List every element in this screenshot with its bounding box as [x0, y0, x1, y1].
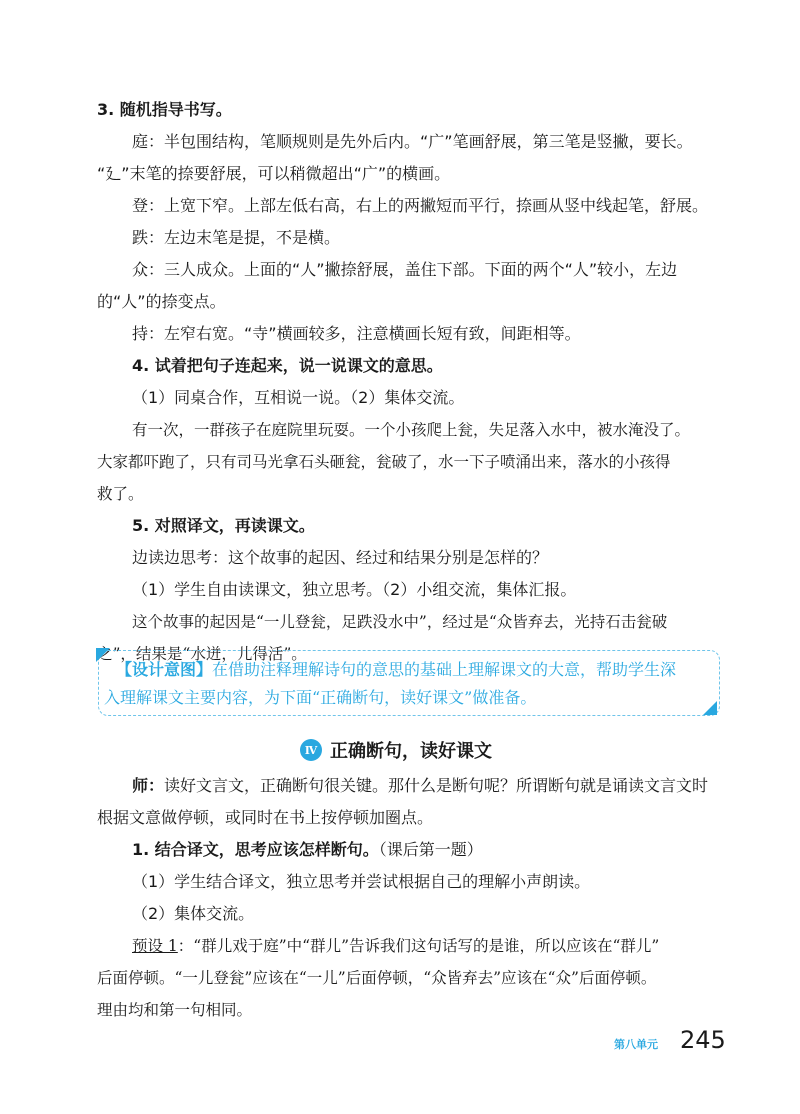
section-5-answer-1: 这个故事的起因是“一儿登瓮，足跌没水中”，经过是“众皆弃去，光持石击瓮破 — [132, 613, 668, 631]
ting-line-1: 庭：半包围结构，笔顺规则是先外后内。“广”笔画舒展，第三笔是竖撇，要长。 — [132, 132, 693, 151]
zhong-line-2: 的“人”的捺变点。 — [97, 292, 226, 311]
preset-line-2: 后面停顿。“一儿登瓮”应该在“一儿”后面停顿，“众皆弃去”应该在“众”后面停顿。 — [97, 969, 657, 987]
preset-label: 预设 1 — [132, 937, 178, 955]
section-4-answer-2: 大家都吓跑了，只有司马光拿石头砸瓮，瓮破了，水一下子喷涌出来，落水的小孩得 — [97, 453, 671, 471]
design-intent-text-1: 在借助注释理解诗句的意思的基础上理解课文的大意，帮助学生深 — [212, 660, 677, 679]
design-intent-line-1 — [116, 660, 676, 680]
section-4-answer-3: 救了。 — [97, 485, 144, 503]
section-iv-header — [300, 738, 492, 762]
step-1-substep-2: （2）集体交流。 — [132, 904, 255, 923]
teacher-label: 师： — [132, 776, 165, 795]
die-line: 跌：左边末笔是提，不是横。 — [132, 228, 341, 247]
box-corner-decoration — [96, 648, 110, 662]
section-3-heading: 3. 随机指导书写。 — [97, 100, 232, 119]
zhong-line-1: 众：三人成众。上面的“人”撇捺舒展，盖住下部。下面的两个“人”较小，左边 — [132, 260, 678, 279]
section-5-question: 边读边思考：这个故事的起因、经过和结果分别是怎样的？ — [132, 548, 549, 567]
teacher-line-1 — [132, 776, 720, 796]
preset-line-3: 理由均和第一句相同。 — [97, 1001, 253, 1019]
step-1-heading — [132, 840, 720, 860]
section-4-heading: 4. 试着把句子连起来，说一说课文的意思。 — [132, 356, 443, 375]
section-5-answer-2: 之”，结果是“水迸，儿得活”。 — [97, 645, 307, 663]
ting-line-2: “廴”末笔的捺要舒展，可以稍微超出“广”的横画。 — [97, 164, 451, 183]
step-1-substep-1: （1）学生结合译文，独立思考并尝试根据自己的理解小声朗读。 — [132, 872, 591, 891]
teacher-text-1: 读好文言文，正确断句很关键。那什么是断句呢？所谓断句就是诵读文言文时 — [164, 776, 709, 795]
section-4-answer-1: 有一次，一群孩子在庭院里玩耍。一个小孩爬上瓮，失足落入水中，被水淹没了。 — [132, 421, 691, 439]
section-numeral-badge: Ⅳ — [300, 739, 322, 761]
section-5-heading: 5. 对照译文，再读课文。 — [132, 516, 315, 535]
chi-line: 持：左窄右宽。“寺”横画较多，注意横画长短有致，间距相等。 — [132, 324, 581, 343]
section-4-steps: （1）同桌合作，互相说一说。（2）集体交流。 — [132, 388, 465, 407]
deng-line: 登：上宽下窄。上部左低右高，右上的两撇短而平行，捺画从竖中线起笔，舒展。 — [132, 196, 709, 215]
section-title: 正确断句，读好课文 — [330, 741, 492, 762]
step-1-note: （课后第一题） — [378, 840, 483, 859]
teacher-line-2: 根据文意做停顿，或同时在书上按停顿加圈点。 — [97, 808, 434, 827]
preset-line-1 — [132, 936, 720, 956]
page-number: 245 — [680, 1026, 726, 1054]
box-corner-decoration — [703, 701, 717, 715]
design-intent-label: 【设计意图】 — [116, 660, 213, 679]
step-1-title: 1. 结合译文，思考应该怎样断句。 — [132, 840, 379, 859]
footer-unit-label: 第八单元 — [614, 1038, 658, 1051]
section-5-steps: （1）学生自由读课文，独立思考。（2）小组交流，集体汇报。 — [132, 580, 577, 599]
design-intent-text-2: 入理解课文主要内容，为下面“正确断句，读好课文”做准备。 — [104, 688, 537, 707]
preset-text-1: ：“群儿戏于庭”中“群儿”告诉我们这句话写的是谁，所以应该在“群儿” — [177, 937, 660, 955]
